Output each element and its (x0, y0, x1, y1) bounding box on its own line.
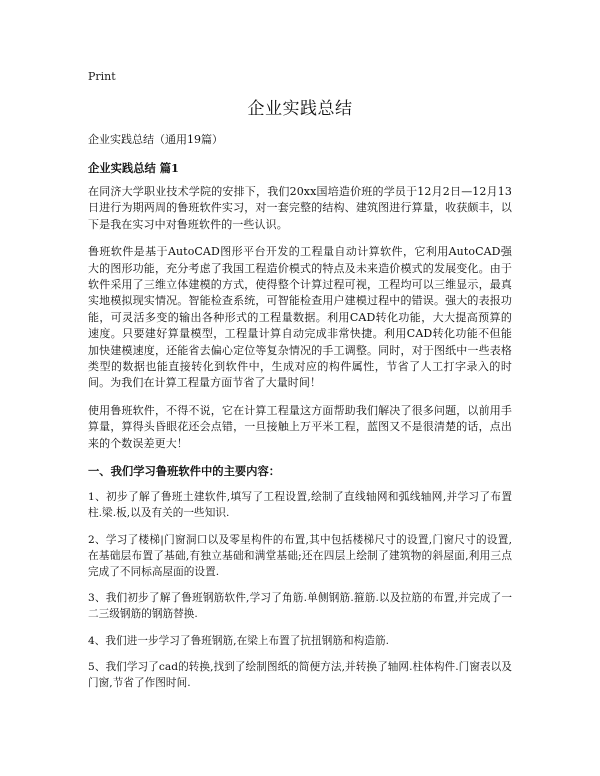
paragraph-usage-reflection: 使用鲁班软件，不得不说，它在计算工程量这方面帮助我们解决了很多问题，以前用手算量，算得头昏眼花还会点错，一旦接触上万平米工程，蓝图又不是很清楚的话，点出来的个数误差更大！ (88, 403, 512, 450)
print-link[interactable]: Print (88, 70, 116, 83)
document-title: 企业实践总结 (247, 99, 353, 119)
paragraph-software-description: 鲁班软件是基于AutoCAD图形平台开发的工程量自动计算软件，它利用AutoCAD强大的图形功能，充分考虑了我国工程造价模式的特点及未来造价模式的发展变化。由于软件采用了三维立体建模的方式，使得整个计算过程可视，工程均可以三维显示，最真实地模拟现实情况。智能检查系统，可智能检查用户建模过程中的错误。强大的表报功能，可灵活多变的输出各种形式的工程量数据。利用CAD转化功能，大大提高预算的速度。只要建好算量模型，工程量计算自动完成非常快捷。利用CAD转化功能不但能加快建模速度，还能省去偏心定位等复杂情况的手工调整。同时，对于图纸中一些表格类型的数据也能直接转化到软件中，生成对应的构件属性，节省了人工打字录入的时间。为我们在计算工程量方面节省了大量时间！ (88, 245, 512, 390)
list-item: 1、初步了解了鲁班土建软件,填写了工程设置,绘制了直线轴网和弧线轴网,并学习了布置柱.梁.板,以及有关的一些知识. (88, 491, 512, 520)
paragraph-intro: 在同济大学职业技术学院的安排下，我们20xx国培造价班的学员于12月2日—12月13日进行为期两周的鲁班软件实习，对一套完整的结构、建筑图进行算量，收获颇丰，以下是我在实习中对鲁班软件的一些认识。 (88, 185, 512, 231)
list-item: 5、我们学习了cad的转换,找到了绘制图纸的简便方法,并转换了轴网.柱体构件.门窗表以及门窗,节省了作图时间. (88, 660, 512, 689)
document-subtitle: 企业实践总结（通用19篇） (88, 133, 223, 146)
section-heading: 企业实践总结 篇1 (88, 161, 179, 175)
list-item: 4、我们进一步学习了鲁班钢筋,在梁上布置了抗扭钢筋和构造筋. (88, 634, 390, 647)
list-item: 3、我们初步了解了鲁班钢筋软件,学习了角筋.单侧钢筋.箍筋.以及拉筋的布置,并完成了一二三级钢筋的钢筋替换. (88, 592, 512, 621)
list-item: 2、学习了楼梯|门窗洞口以及零星构件的布置,其中包括楼梯尺寸的设置,门窗尺寸的设置,在基础层布置了基础,有独立基础和满堂基础;还在四层上绘制了建筑物的斜屋面,利用三点完成了不同标高屋面的设置. (88, 533, 512, 578)
sub-heading-main-content: 一、我们学习鲁班软件中的主要内容： (88, 464, 281, 479)
